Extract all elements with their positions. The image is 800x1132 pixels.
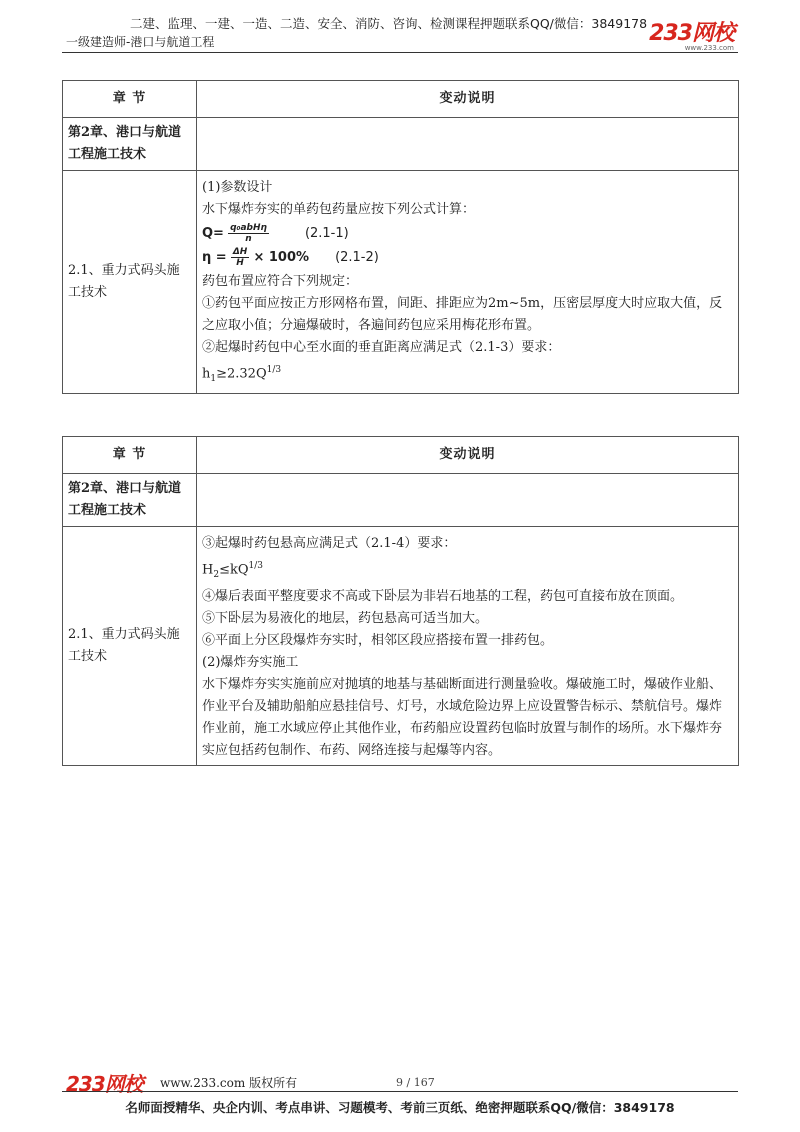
formula-tag: (2.1-1) <box>304 226 349 241</box>
col-header-change: 变动说明 <box>197 81 739 118</box>
formula-part: H <box>202 562 214 578</box>
paragraph: ②起爆时药包中心至水面的垂直距离应满足式（2.1-3）要求： <box>202 340 561 355</box>
formula-2-1-1 <box>202 223 733 245</box>
paragraph: 水下爆炸夯实实施前应对抛填的地基与基础断面进行测量验收。爆破施工时，爆破作业船、作业平台及辅助船舶应悬挂信号、灯号，水域危险边界上应设置警告标示、禁航信号。爆炸作业前，施工水域应停止其他作业，布药船应设置药包临时放置与制作的场所。水下爆炸夯实应包括药包制作、布药、网络连接与起爆等内容。 <box>202 676 723 758</box>
formula-fraction <box>228 223 269 244</box>
header-contact-line: 二建、监理、一建、一造、二造、安全、消防、咨询、检测课程押题联系QQ/微信：3849178 <box>130 16 648 31</box>
formula-2-1-3 <box>202 359 733 390</box>
numerator: q₀abHη <box>230 223 267 233</box>
formula-part: ≥2.32Q <box>216 366 267 382</box>
formula-fraction <box>231 247 250 268</box>
table-header-row <box>63 81 739 118</box>
table-header-row <box>63 437 739 474</box>
paragraph: ④爆后表面平整度要求不高或下卧层为非岩石地基的工程，药包可直接布放在顶面。 <box>202 588 684 604</box>
formula-part: ≤kQ <box>219 562 249 578</box>
formula-2-1-4 <box>202 555 733 586</box>
empty-cell <box>197 118 739 171</box>
section-cell: 2.1、重力式码头施工技术 <box>63 527 197 766</box>
header-divider <box>62 52 738 53</box>
formula-tag: (2.1-2) <box>335 250 379 265</box>
formula-superscript: 1/3 <box>266 365 282 375</box>
formula-rhs: × 100% <box>253 250 310 265</box>
document-subtitle: 一级建造师-港口与航道工程 <box>66 35 215 49</box>
change-table-1 <box>62 80 739 394</box>
section-cell: 2.1、重力式码头施工技术 <box>63 171 197 394</box>
formula-subscript: 2 <box>213 569 220 580</box>
logo-url: www.233.com <box>684 44 734 52</box>
paragraph: 药包布置应符合下列规定： <box>202 274 359 289</box>
formula-superscript: 1/3 <box>248 561 263 571</box>
paragraph: ⑥平面上分区段爆炸夯实时，相邻区段应搭接布置一排药包。 <box>202 632 554 648</box>
denominator: n <box>245 234 252 244</box>
logo-text: 233网校 <box>649 21 734 46</box>
paragraph: ⑤下卧层为易液化的地层，药包悬高可适当加大。 <box>202 610 489 626</box>
table-row <box>63 474 739 527</box>
change-content-cell <box>197 171 739 394</box>
chapter-cell: 第2章、港口与航道工程施工技术 <box>63 118 197 171</box>
col-header-chapter: 章 节 <box>63 81 197 118</box>
numerator: ΔH <box>232 247 248 257</box>
change-content-cell <box>197 527 739 766</box>
table-row <box>63 527 739 766</box>
col-header-chapter: 章 节 <box>63 437 197 474</box>
formula-2-1-2 <box>202 247 733 269</box>
table-row <box>63 118 739 171</box>
paragraph: 水下爆炸夯实的单药包药量应按下列公式计算： <box>202 202 476 217</box>
paragraph: (1)参数设计 <box>202 180 273 195</box>
denominator: H <box>236 258 244 268</box>
footer-contact-line: 名师面授精华、央企内训、考点串讲、习题模考、考前三页纸、绝密押题联系QQ/微信：3849178 <box>125 1100 675 1115</box>
table-row <box>63 171 739 394</box>
formula-part: h <box>202 366 211 382</box>
formula-lhs: Q= <box>202 226 224 241</box>
col-header-change: 变动说明 <box>197 437 739 474</box>
paragraph: (2)爆炸夯实施工 <box>202 654 299 670</box>
formula-subscript: 1 <box>210 373 217 384</box>
footer-copyright: www.233.com 版权所有 <box>160 1076 298 1090</box>
empty-cell <box>197 474 739 527</box>
footer-divider <box>62 1091 738 1092</box>
paragraph: ③起爆时药包悬高应满足式（2.1-4）要求： <box>202 536 457 551</box>
paragraph: ①药包平面应按正方形网格布置，间距、排距应为2m~5m，压密层厚度大时应取大值，反之应取小值；分遍爆破时，各遍间药包应采用梅花形布置。 <box>202 296 723 333</box>
chapter-cell: 第2章、港口与航道工程施工技术 <box>63 474 197 527</box>
change-table-2 <box>62 436 739 766</box>
page-number: 9 / 167 <box>396 1076 435 1089</box>
footer-logo: 233网校 <box>66 1072 143 1096</box>
formula-lhs: η = <box>202 250 227 265</box>
brand-logo <box>649 16 734 52</box>
